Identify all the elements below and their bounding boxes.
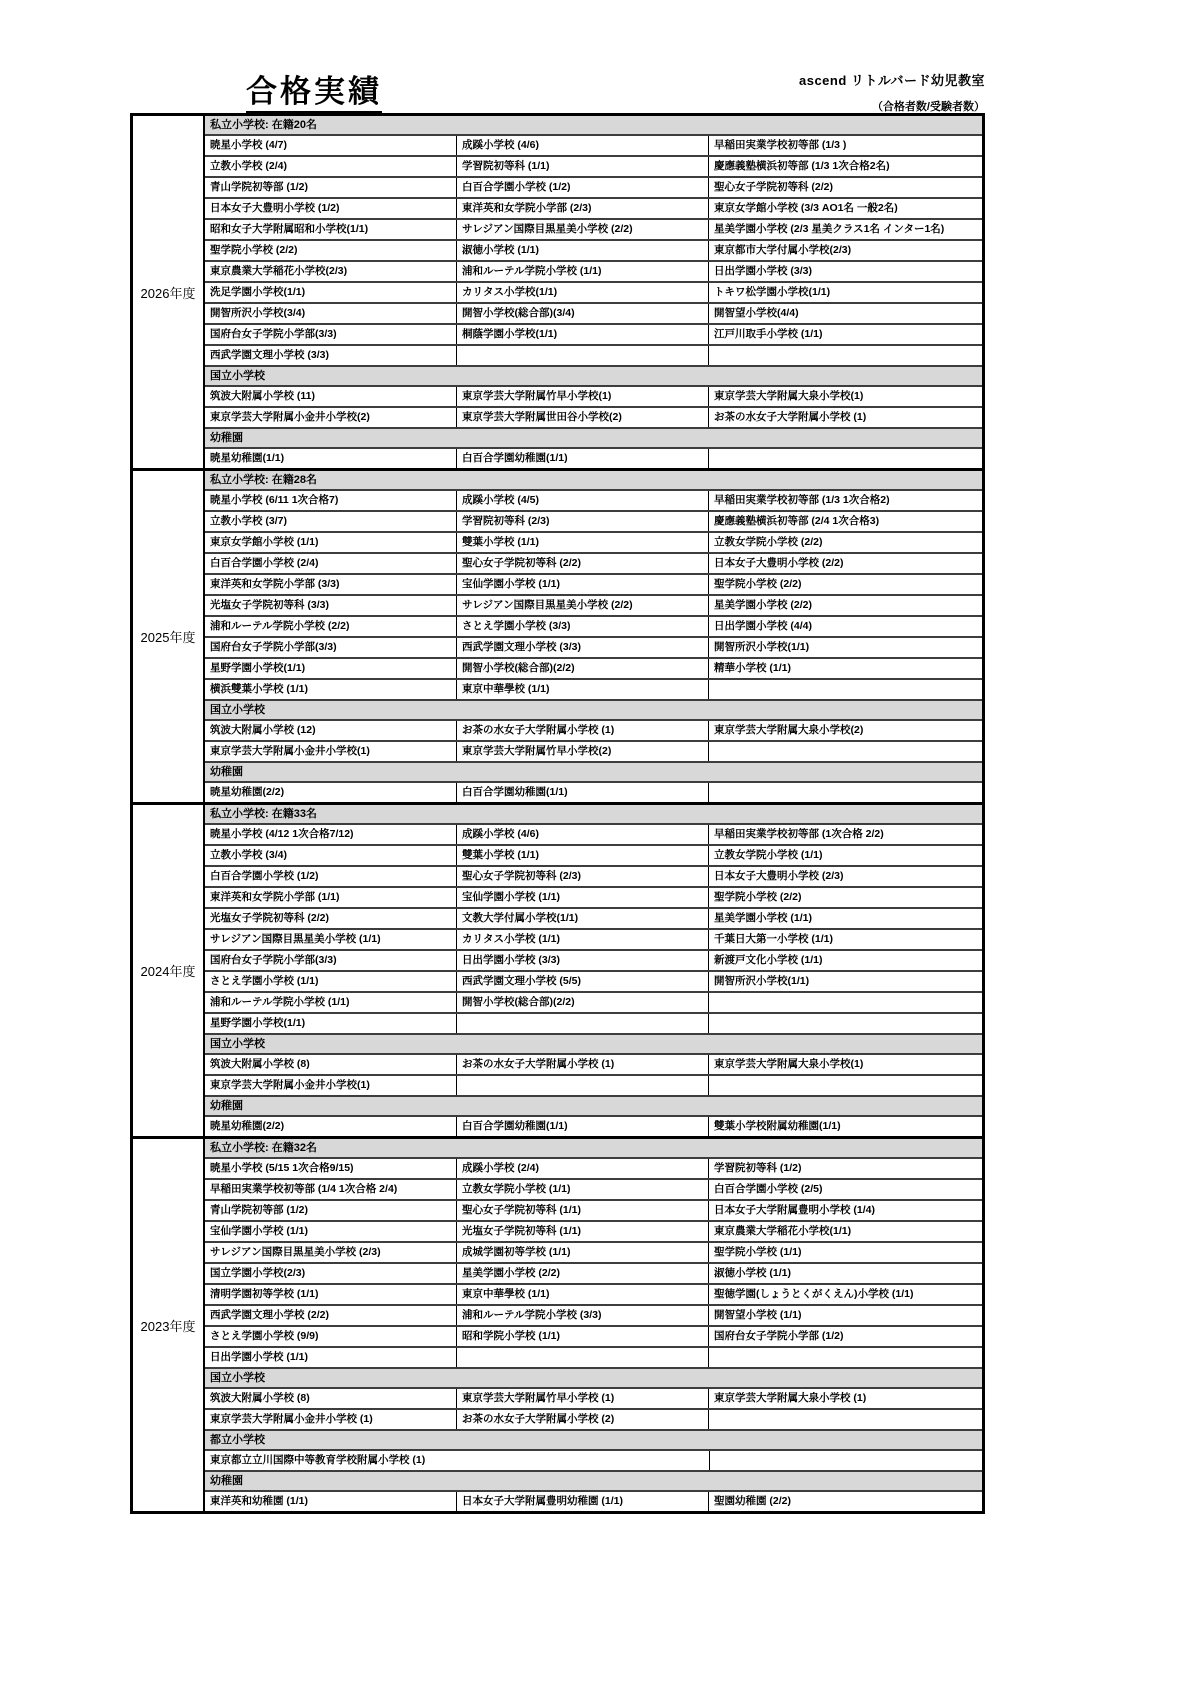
year-block bbox=[133, 468, 982, 802]
school-row bbox=[205, 385, 982, 406]
school-cell bbox=[709, 1410, 982, 1429]
school-cell: 東洋英和幼稚園 (1/1) bbox=[205, 1492, 457, 1511]
school-cell: 東洋英和女学院小学部 (2/3) bbox=[457, 199, 709, 218]
school-cell: 聖心女子学院初等科 (2/2) bbox=[714, 181, 834, 193]
year-content bbox=[205, 1139, 982, 1511]
school-row bbox=[205, 991, 982, 1012]
school-cell bbox=[709, 680, 982, 699]
school-cell: 青山学院初等部 (1/2) bbox=[205, 178, 457, 197]
school-cell: 白百合学園幼稚園(1/1) bbox=[457, 783, 709, 802]
year-content bbox=[205, 471, 982, 802]
school-cell: 立教女学院小学校 (1/1) bbox=[714, 849, 823, 861]
school-row bbox=[205, 1346, 982, 1367]
school-row bbox=[205, 719, 982, 740]
school-row bbox=[205, 1408, 982, 1429]
school-cell: 聖園幼稚園 (2/2) bbox=[714, 1495, 792, 1507]
school-cell: さとえ学園小学校 (3/3) bbox=[457, 617, 709, 636]
school-cell: 慶應義塾横浜初等部 (1/3 1次合格2名) bbox=[714, 160, 890, 172]
school-cell: 開智所沢小学校(1/1) bbox=[714, 975, 810, 987]
school-cell: 雙葉小学校 (1/1) bbox=[457, 533, 709, 552]
school-cell: 浦和ルーテル学院小学校 (2/2) bbox=[205, 617, 457, 636]
school-cell: 東京都立立川国際中等教育学校附属小学校 (1) bbox=[205, 1451, 710, 1470]
school-cell: 東京中華學校 (1/1) bbox=[457, 680, 709, 699]
school-row bbox=[205, 176, 982, 197]
year-label: 2025年度 bbox=[133, 471, 205, 802]
school-cell: サレジアン国際目黒星美小学校 (2/3) bbox=[205, 1243, 457, 1262]
school-cell: 国府台女子学院小学部 (1/2) bbox=[714, 1330, 844, 1342]
section-header: 国立小学校 bbox=[205, 1367, 982, 1387]
school-cell: 新渡戸文化小学校 (1/1) bbox=[714, 954, 823, 966]
school-cell: 聖学院小学校 (2/2) bbox=[205, 241, 457, 260]
school-cell bbox=[457, 1014, 709, 1033]
school-cell: 開智望小学校(4/4) bbox=[714, 307, 799, 319]
school-cell: 青山学院初等部 (1/2) bbox=[205, 1201, 457, 1220]
school-cell: 成蹊小学校 (2/4) bbox=[457, 1159, 709, 1178]
school-cell: 洗足学園小学校(1/1) bbox=[205, 283, 457, 302]
school-cell: 成蹊小学校 (4/5) bbox=[457, 491, 709, 510]
school-cell: 暁星幼稚園(1/1) bbox=[205, 449, 457, 468]
school-row bbox=[205, 260, 982, 281]
school-cell: 桐蔭学園小学校(1/1) bbox=[457, 325, 709, 344]
school-cell: 日本女子大豊明小学校 (2/2) bbox=[714, 557, 844, 569]
school-row bbox=[205, 1262, 982, 1283]
school-cell bbox=[709, 1014, 982, 1033]
school-cell: 学習院初等科 (1/2) bbox=[714, 1162, 802, 1174]
school-cell bbox=[457, 1348, 709, 1367]
school-cell: 雙葉小学校附属幼稚園(1/1) bbox=[714, 1120, 841, 1132]
school-cell: 白百合学園小学校 (2/4) bbox=[205, 554, 457, 573]
school-cell: お茶の水女子大学附属小学校 (1) bbox=[457, 721, 709, 740]
school-row bbox=[205, 636, 982, 657]
year-block bbox=[133, 1136, 982, 1511]
school-cell: お茶の水女子大学附属小学校 (1) bbox=[714, 411, 867, 423]
section-header: 幼稚園 bbox=[205, 761, 982, 781]
school-cell: 東京学芸大学附属竹早小学校(2) bbox=[457, 742, 709, 761]
school-row bbox=[205, 1387, 982, 1408]
school-cell: 白百合学園小学校 (2/5) bbox=[714, 1183, 823, 1195]
school-cell: 聖心女子学院初等科 (2/2) bbox=[457, 554, 709, 573]
school-cell: 星野学園小学校(1/1) bbox=[205, 1014, 457, 1033]
school-cell: 浦和ルーテル学院小学校 (1/1) bbox=[205, 993, 457, 1012]
school-row bbox=[205, 1325, 982, 1346]
school-cell: 開智小学校(総合部)(2/2) bbox=[457, 659, 709, 678]
section-header: 私立小学校: 在籍20名 bbox=[205, 116, 982, 134]
school-cell: サレジアン国際目黒星美小学校 (2/2) bbox=[457, 596, 709, 615]
school-row bbox=[205, 844, 982, 865]
school-cell: 筑波大附属小学校 (12) bbox=[205, 721, 457, 740]
school-row bbox=[205, 218, 982, 239]
school-cell: 開智小学校(総合部)(3/4) bbox=[457, 304, 709, 323]
school-row bbox=[205, 823, 982, 844]
school-cell: 淑徳小学校 (1/1) bbox=[714, 1267, 792, 1279]
school-cell bbox=[710, 1451, 982, 1470]
school-cell: 昭和女子大学附属昭和小学校(1/1) bbox=[205, 220, 457, 239]
school-cell bbox=[709, 993, 982, 1012]
school-cell: 立教女学院小学校 (1/1) bbox=[457, 1180, 709, 1199]
school-row bbox=[205, 134, 982, 155]
school-cell: 早稲田実業学校初等部 (1/3 1次合格2) bbox=[714, 494, 890, 506]
school-cell: 東京女学館小学校 (3/3 AO1名 一般2名) bbox=[714, 202, 898, 214]
school-cell: カリタス小学校(1/1) bbox=[457, 283, 709, 302]
school-cell: 昭和学院小学校 (1/1) bbox=[457, 1327, 709, 1346]
school-cell: 筑波大附属小学校 (8) bbox=[205, 1389, 457, 1408]
school-row bbox=[205, 489, 982, 510]
school-cell: 東京学芸大学附属大泉小学校(2) bbox=[714, 724, 864, 736]
school-cell: 聖学院小学校 (2/2) bbox=[714, 891, 802, 903]
school-cell: 東京女学館小学校 (1/1) bbox=[205, 533, 457, 552]
school-cell: 暁星幼稚園(2/2) bbox=[205, 1117, 457, 1136]
school-cell: 星美学園小学校 (2/2) bbox=[457, 1264, 709, 1283]
school-cell: 浦和ルーテル学院小学校 (3/3) bbox=[457, 1306, 709, 1325]
section-header: 幼稚園 bbox=[205, 1470, 982, 1490]
school-cell: 慶應義塾横浜初等部 (2/4 1次合格3) bbox=[714, 515, 880, 527]
school-cell bbox=[709, 742, 982, 761]
school-cell: 光塩女子学院初等科 (2/2) bbox=[205, 909, 457, 928]
school-row bbox=[205, 907, 982, 928]
year-label: 2026年度 bbox=[133, 116, 205, 468]
school-cell: 横浜雙葉小学校 (1/1) bbox=[205, 680, 457, 699]
school-cell: 日本女子大学附属豊明幼稚園 (1/1) bbox=[457, 1492, 709, 1511]
school-row bbox=[205, 302, 982, 323]
school-cell bbox=[709, 1076, 982, 1095]
school-cell: 千葉日大第一小学校 (1/1) bbox=[714, 933, 834, 945]
school-cell: 聖心女子学院初等科 (2/3) bbox=[457, 867, 709, 886]
school-cell: お茶の水女子大学附属小学校 (1) bbox=[457, 1055, 709, 1074]
school-row bbox=[205, 344, 982, 365]
section-header: 私立小学校: 在籍28名 bbox=[205, 471, 982, 489]
school-cell: 星野学園小学校(1/1) bbox=[205, 659, 457, 678]
results-table bbox=[130, 113, 985, 1514]
school-cell: サレジアン国際目黒星美小学校 (1/1) bbox=[205, 930, 457, 949]
year-label: 2023年度 bbox=[133, 1139, 205, 1511]
school-cell: 東京学芸大学附属大泉小学校 (1) bbox=[714, 1392, 867, 1404]
school-cell: 聖学院小学校 (1/1) bbox=[714, 1246, 802, 1258]
school-cell: 星美学園小学校 (1/1) bbox=[714, 912, 813, 924]
school-row bbox=[205, 1074, 982, 1095]
school-cell: 東京学芸大学附属小金井小学校 (1) bbox=[205, 1410, 457, 1429]
school-row bbox=[205, 949, 982, 970]
school-row bbox=[205, 678, 982, 699]
school-cell: 雙葉小学校 (1/1) bbox=[457, 846, 709, 865]
school-row bbox=[205, 886, 982, 907]
school-cell: 開智所沢小学校(1/1) bbox=[714, 641, 810, 653]
brand-name: ascend リトルバード幼児教室 bbox=[798, 73, 985, 88]
school-cell: 西武学園文理小学校 (5/5) bbox=[457, 972, 709, 991]
school-cell: 開智所沢小学校(3/4) bbox=[205, 304, 457, 323]
school-row bbox=[205, 531, 982, 552]
section-header: 幼稚園 bbox=[205, 1095, 982, 1115]
school-cell: 東京農業大学稲花小学校(2/3) bbox=[205, 262, 457, 281]
school-cell: 暁星小学校 (4/7) bbox=[205, 136, 457, 155]
section-header: 私立小学校: 在籍33名 bbox=[205, 805, 982, 823]
school-row bbox=[205, 552, 982, 573]
school-cell: 東洋英和女学院小学部 (1/1) bbox=[205, 888, 457, 907]
school-cell: 白百合学園小学校 (1/2) bbox=[457, 178, 709, 197]
school-row bbox=[205, 1178, 982, 1199]
school-cell: 日出学園小学校 (4/4) bbox=[714, 620, 813, 632]
school-cell: 聖学院小学校 (2/2) bbox=[714, 578, 802, 590]
school-cell: 東京学芸大学附属大泉小学校(1) bbox=[714, 390, 864, 402]
school-cell: 清明学園初等学校 (1/1) bbox=[205, 1285, 457, 1304]
school-cell: 宝仙学園小学校 (1/1) bbox=[205, 1222, 457, 1241]
school-row bbox=[205, 197, 982, 218]
school-cell: 白百合学園幼稚園(1/1) bbox=[457, 1117, 709, 1136]
school-row bbox=[205, 1012, 982, 1033]
school-cell: 早稲田実業学校初等部 (1/4 1次合格 2/4) bbox=[205, 1180, 457, 1199]
school-cell: 西武学園文理小学校 (3/3) bbox=[205, 346, 457, 365]
school-cell: 東京学芸大学附属世田谷小学校(2) bbox=[457, 408, 709, 427]
school-cell: 成蹊小学校 (4/6) bbox=[457, 136, 709, 155]
school-cell: 暁星小学校 (4/12 1次合格7/12) bbox=[205, 825, 457, 844]
school-row bbox=[205, 447, 982, 468]
section-header: 幼稚園 bbox=[205, 427, 982, 447]
school-cell: 日本女子大豊明小学校 (1/2) bbox=[205, 199, 457, 218]
school-cell bbox=[709, 1348, 982, 1367]
school-row bbox=[205, 657, 982, 678]
school-cell: 学習院初等科 (1/1) bbox=[457, 157, 709, 176]
school-cell: トキワ松学園小学校(1/1) bbox=[714, 286, 831, 298]
year-content bbox=[205, 805, 982, 1136]
school-row bbox=[205, 239, 982, 260]
school-cell: 宝仙学園小学校 (1/1) bbox=[457, 575, 709, 594]
legend-note: （合格者数/受験者数） bbox=[871, 101, 985, 113]
school-cell: 江戸川取手小学校 (1/1) bbox=[714, 328, 823, 340]
school-cell: さとえ学園小学校 (1/1) bbox=[205, 972, 457, 991]
school-cell: 成蹊小学校 (4/6) bbox=[457, 825, 709, 844]
school-cell: 東京中華學校 (1/1) bbox=[457, 1285, 709, 1304]
school-row bbox=[205, 1490, 982, 1511]
school-cell bbox=[457, 1076, 709, 1095]
school-row bbox=[205, 928, 982, 949]
school-cell: 白百合学園小学校 (1/2) bbox=[205, 867, 457, 886]
school-cell: 国府台女子学院小学部(3/3) bbox=[205, 951, 457, 970]
section-header: 国立小学校 bbox=[205, 699, 982, 719]
school-cell: 立教女学院小学校 (2/2) bbox=[714, 536, 823, 548]
school-row bbox=[205, 406, 982, 427]
school-cell: 浦和ルーテル学院小学校 (1/1) bbox=[457, 262, 709, 281]
school-cell: 開智小学校(総合部)(2/2) bbox=[457, 993, 709, 1012]
school-row bbox=[205, 323, 982, 344]
school-row bbox=[205, 1241, 982, 1262]
school-cell: 東京農業大学稲花小学校(1/1) bbox=[714, 1225, 852, 1237]
year-block bbox=[133, 116, 982, 468]
school-row bbox=[205, 740, 982, 761]
school-row bbox=[205, 1115, 982, 1136]
school-cell: 東京学芸大学附属小金井小学校(2) bbox=[205, 408, 457, 427]
school-cell: 東京都市大学付属小学校(2/3) bbox=[714, 244, 852, 256]
school-cell: 筑波大附属小学校 (11) bbox=[205, 387, 457, 406]
section-header: 私立小学校: 在籍32名 bbox=[205, 1139, 982, 1157]
school-cell: 光塩女子学院初等科 (1/1) bbox=[457, 1222, 709, 1241]
year-block bbox=[133, 802, 982, 1136]
school-cell: 成城学園初等学校 (1/1) bbox=[457, 1243, 709, 1262]
school-cell: 暁星小学校 (6/11 1次合格7) bbox=[205, 491, 457, 510]
school-cell: 聖徳学園(しょうとくがくえん)小学校 (1/1) bbox=[714, 1288, 914, 1300]
school-row bbox=[205, 970, 982, 991]
school-row bbox=[205, 573, 982, 594]
school-cell: 精華小学校 (1/1) bbox=[714, 662, 792, 674]
school-cell: 国府台女子学院小学部(3/3) bbox=[205, 325, 457, 344]
school-cell: 淑徳小学校 (1/1) bbox=[457, 241, 709, 260]
year-label: 2024年度 bbox=[133, 805, 205, 1136]
school-row bbox=[205, 865, 982, 886]
school-cell: 宝仙学園小学校 (1/1) bbox=[457, 888, 709, 907]
school-cell bbox=[457, 346, 709, 365]
school-cell bbox=[709, 346, 982, 365]
school-cell: 日出学園小学校 (3/3) bbox=[457, 951, 709, 970]
school-row bbox=[205, 1199, 982, 1220]
school-cell: さとえ学園小学校 (9/9) bbox=[205, 1327, 457, 1346]
school-row bbox=[205, 281, 982, 302]
section-header: 国立小学校 bbox=[205, 1033, 982, 1053]
school-cell: 東京学芸大学附属小金井小学校(1) bbox=[205, 1076, 457, 1095]
school-row bbox=[205, 1283, 982, 1304]
school-cell: 東洋英和女学院小学部 (3/3) bbox=[205, 575, 457, 594]
school-cell: 西武学園文理小学校 (2/2) bbox=[205, 1306, 457, 1325]
school-cell: 早稲田実業学校初等部 (1/3 ) bbox=[714, 139, 847, 151]
school-cell: 西武学園文理小学校 (3/3) bbox=[457, 638, 709, 657]
school-row bbox=[205, 1220, 982, 1241]
school-row bbox=[205, 781, 982, 802]
school-cell: 日本女子大豊明小学校 (2/3) bbox=[714, 870, 844, 882]
school-row bbox=[205, 510, 982, 531]
school-cell: 星美学園小学校 (2/3 星美クラス1名 インター1名) bbox=[714, 223, 945, 235]
school-cell: 日本女子大学附属豊明小学校 (1/4) bbox=[714, 1204, 876, 1216]
school-cell: 暁星小学校 (5/15 1次合格9/15) bbox=[205, 1159, 457, 1178]
year-content bbox=[205, 116, 982, 468]
school-row bbox=[205, 1449, 982, 1470]
school-cell: 立教小学校 (3/4) bbox=[205, 846, 457, 865]
school-cell bbox=[709, 783, 982, 802]
school-cell: 暁星幼稚園(2/2) bbox=[205, 783, 457, 802]
school-cell: 立教小学校 (2/4) bbox=[205, 157, 457, 176]
section-header: 国立小学校 bbox=[205, 365, 982, 385]
school-cell: 早稲田実業学校初等部 (1次合格 2/2) bbox=[714, 828, 884, 840]
school-row bbox=[205, 1053, 982, 1074]
school-cell: 国立学園小学校(2/3) bbox=[205, 1264, 457, 1283]
school-cell: サレジアン国際目黒星美小学校 (2/2) bbox=[457, 220, 709, 239]
school-cell: 東京学芸大学附属小金井小学校(1) bbox=[205, 742, 457, 761]
school-cell: 日出学園小学校 (3/3) bbox=[714, 265, 813, 277]
school-cell: 日出学園小学校 (1/1) bbox=[205, 1348, 457, 1367]
school-cell: 光塩女子学院初等科 (3/3) bbox=[205, 596, 457, 615]
page-title: 合格実績 bbox=[246, 76, 382, 116]
school-cell: 開智望小学校 (1/1) bbox=[714, 1309, 802, 1321]
school-cell: 文教大学付属小学校(1/1) bbox=[457, 909, 709, 928]
school-cell: 白百合学園幼稚園(1/1) bbox=[457, 449, 709, 468]
school-row bbox=[205, 1157, 982, 1178]
section-header: 都立小学校 bbox=[205, 1429, 982, 1449]
school-cell bbox=[709, 449, 982, 468]
school-row bbox=[205, 1304, 982, 1325]
school-cell: 国府台女子学院小学部(3/3) bbox=[205, 638, 457, 657]
school-row bbox=[205, 155, 982, 176]
school-cell: 東京学芸大学附属竹早小学校(1) bbox=[457, 387, 709, 406]
school-row bbox=[205, 615, 982, 636]
school-cell: 聖心女子学院初等科 (1/1) bbox=[457, 1201, 709, 1220]
school-cell: 東京学芸大学附属竹早小学校 (1) bbox=[457, 1389, 709, 1408]
school-cell: お茶の水女子大学附属小学校 (2) bbox=[457, 1410, 709, 1429]
school-row bbox=[205, 594, 982, 615]
school-cell: 星美学園小学校 (2/2) bbox=[714, 599, 813, 611]
school-cell: 筑波大附属小学校 (8) bbox=[205, 1055, 457, 1074]
school-cell: 立教小学校 (3/7) bbox=[205, 512, 457, 531]
school-cell: カリタス小学校 (1/1) bbox=[457, 930, 709, 949]
school-cell: 東京学芸大学附属大泉小学校(1) bbox=[714, 1058, 864, 1070]
school-cell: 学習院初等科 (2/3) bbox=[457, 512, 709, 531]
